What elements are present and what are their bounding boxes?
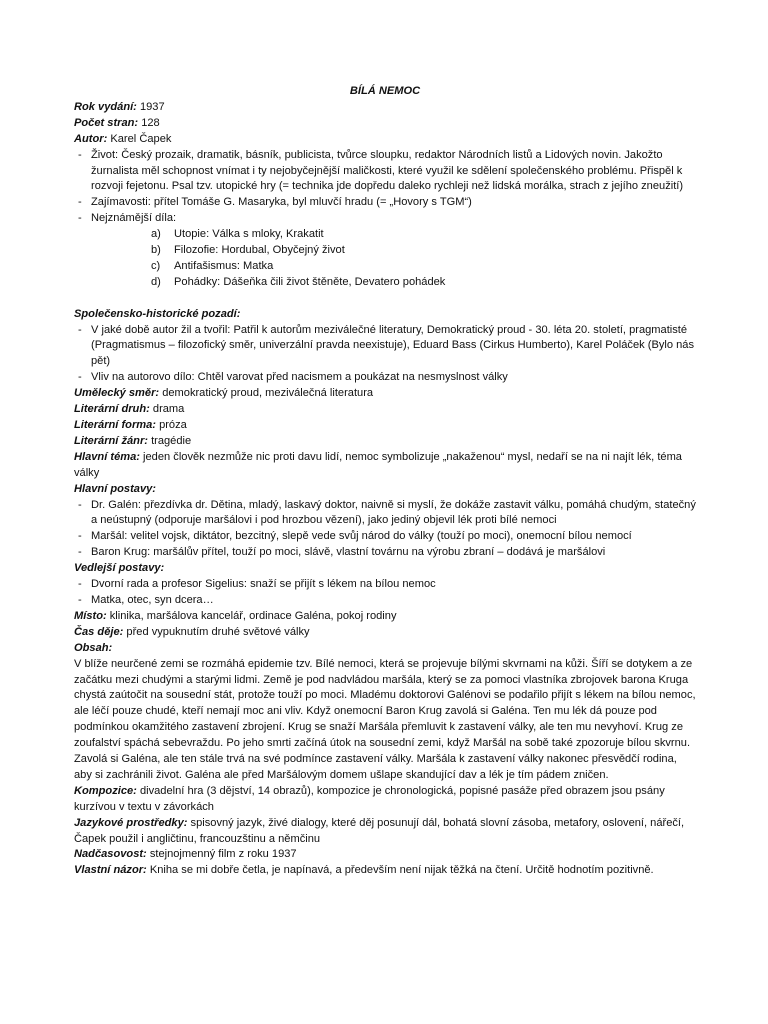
field-value: před vypuknutím druhé světové války: [123, 625, 310, 638]
spacer: [74, 291, 696, 307]
field-label: Počet stran:: [74, 116, 139, 129]
field-main-theme: [74, 450, 696, 482]
field-value: próza: [155, 419, 187, 432]
list-letter: c): [151, 259, 161, 272]
field-value: stejnojmenný film z roku 1937: [146, 848, 297, 861]
field-art-movement: [74, 386, 696, 402]
field-value: tragédie: [147, 434, 192, 447]
field-value: 128: [138, 116, 160, 129]
character-item: - Dvorní rada a profesor Sigelius: snaží se přijít s lékem na bílou nemoc: [74, 577, 696, 593]
content-paragraph: V blíže neurčené zemi se rozmáhá epidemie tzv. Bílé nemoci, která se projevuje bílými skvrnami na kůži. Šíří se dotykem a ze začátku mezi chudými a starými lidmi. Země je pod nadvládou maršála, který se za pomoci vlastníka zbrojovek barona Kruga chystá zaútočit na sousední stát, protože touží po moci. Mladému doktorovi Galénovi se podařilo přijít s lékem na bílou nemoc, ale léčí pouze chudé, kteří nemají moc ani vliv. Když onemocní Baron Krug zavolá si Galéna. Ten mu lék dá pouze pod podmínkou okamžitého zastavení zbrojení. Krug se snaží Maršála přemluvit k zastavení války, ale ten mu nevyhoví. Krug ze zoufalství spáchá sebevraždu. Po jeho smrti začíná útok na sousední zemi, když Maršál na sobě také zpozoruje bílou skvrnu. Zavolá si Galéna, ale ten stále trvá na své podmínce zastavení války. Maršála k zastavení války nakonec přesvědčí rodina, aby si zachránili život. Galéna ale před Maršálovým domem ušlape skandující dav a lék je tím pádem zničen.: [74, 657, 696, 781]
field-label: Hlavní téma:: [74, 450, 140, 463]
field-language: [74, 816, 696, 848]
field-label: Čas děje:: [74, 625, 124, 638]
field-value: drama: [149, 403, 185, 416]
context-item: - Vliv na autorovo dílo: Chtěl varovat před nacismem a poukázat na nesmyslnost války: [74, 370, 696, 386]
field-place: [74, 609, 696, 625]
character-item: - Matka, otec, syn dcera…: [74, 593, 696, 609]
field-value: divadelní hra (3 dějství, 14 obrazů), kompozice je chronologická, popisné pasáže před obrazem jsou psány kurzívou v textu v závorkách: [74, 784, 665, 813]
list-letter: d): [151, 275, 161, 288]
works-list-item: [74, 227, 696, 243]
field-literary-genre: [74, 434, 696, 450]
field-value: spisovný jazyk, živé dialogy, které děj posunují dál, bohatá slovní zásoba, metafory, oslovení, nářečí, Čapek použil i angličtinu, francouzštinu a němčinu: [74, 816, 685, 845]
field-label: Kompozice:: [74, 784, 137, 797]
field-value: demokratický proud, meziválečná literatura: [159, 387, 374, 400]
field-label: Rok vydání:: [74, 100, 137, 113]
document-title: BÍLÁ NEMOC: [349, 85, 421, 97]
field-label: Autor:: [74, 132, 108, 145]
field-label: Nadčasovost:: [74, 848, 147, 861]
field-time: [74, 625, 696, 641]
main-characters-heading: Hlavní postavy:: [74, 482, 156, 495]
author-works-item: - Nejznámější díla:: [74, 211, 696, 227]
list-text: Filozofie: Hordubal, Obyčejný život: [174, 244, 345, 257]
list-text: Utopie: Válka s mloky, Krakatit: [174, 228, 324, 241]
field-value: 1937: [136, 100, 165, 113]
list-letter: a): [151, 228, 161, 241]
field-pages: [74, 116, 696, 132]
list-text: Pohádky: Dášeňka čili život štěněte, Devatero pohádek: [174, 275, 446, 288]
author-life-item: - Život: Český prozaik, dramatik, básník, publicista, tvůrce sloupku, redaktor Národních listů a Lidových novin. Jakožto žurnalista měl schopnost vnímat i ty nejobyčejnější maličkosti, které využil ke sdělení společenského problému. Přispěl k rozvoji fejetonu. Psal tzv. utopické hry (= technika jde dopředu daleko rychleji než lidská morálka, strach z jejího zneužití): [74, 148, 696, 196]
content-heading: Obsah:: [74, 641, 113, 654]
character-item: - Baron Krug: maršálův přítel, touží po moci, slávě, vlastní továrnu na výrobu zbraní – dodává je maršálovi: [74, 545, 696, 561]
document-page: [74, 84, 696, 879]
field-literary-kind: [74, 402, 696, 418]
author-trivia-item: - Zajímavosti: přítel Tomáše G. Masaryka, byl mluvčí hradu (= „Hovory s TGM“): [74, 195, 696, 211]
field-label: Umělecký směr:: [74, 387, 160, 400]
works-list-item: [74, 243, 696, 259]
field-year: [74, 100, 696, 116]
context-heading: Společensko-historické pozadí:: [74, 307, 241, 320]
side-characters-heading: Vedlejší postavy:: [74, 562, 165, 575]
field-timelessness: [74, 847, 696, 863]
field-label: Literární druh:: [74, 403, 150, 416]
field-value: Karel Čapek: [107, 132, 172, 145]
field-value: jeden člověk nezmůže nic proti davu lidí, nemoc symbolizuje „nakaženou“ mysl, nedaří se na ni najít lék, téma války: [74, 450, 682, 479]
context-item: - V jaké době autor žil a tvořil: Patřil k autorům meziválečné literatury, Demokratický proud - 30. léta 20. století, pragmatisté (Pragmatismus – filozofický směr, univerzální pravda neexistuje), Eduard Bass (Cirkus Humberto), Karel Poláček (Bylo nás pět): [74, 323, 696, 371]
field-literary-form: [74, 418, 696, 434]
field-own-opinion: [74, 863, 696, 879]
field-value: klinika, maršálova kancelář, ordinace Galéna, pokoj rodiny: [106, 609, 397, 622]
field-label: Vlastní názor:: [74, 864, 147, 877]
list-letter: b): [151, 244, 161, 257]
works-list-item: [74, 259, 696, 275]
field-label: Místo:: [74, 609, 107, 622]
field-author: [74, 132, 696, 148]
field-label: Literární forma:: [74, 419, 156, 432]
character-item: - Maršál: velitel vojsk, diktátor, bezcitný, slepě vede svůj národ do války (touží po moci), onemocní bílou nemocí: [74, 529, 696, 545]
field-value: Kniha se mi dobře četla, je napínavá, a především není nijak těžká na čtení. Určitě hodnotím pozitivně.: [146, 864, 654, 877]
field-composition: [74, 784, 696, 816]
field-label: Literární žánr:: [74, 434, 148, 447]
list-text: Antifašismus: Matka: [174, 259, 274, 272]
works-list-item: [74, 275, 696, 291]
field-label: Jazykové prostředky:: [74, 816, 188, 829]
character-item: - Dr. Galén: přezdívka dr. Dětina, mladý, laskavý doktor, naivně si myslí, že dokáže zastavit válku, pomáhá chudým, statečný a neústupný (odporuje maršálovi i pod hrozbou vězení), jako jediný objevil lék proti bílé nemoci: [74, 498, 696, 530]
